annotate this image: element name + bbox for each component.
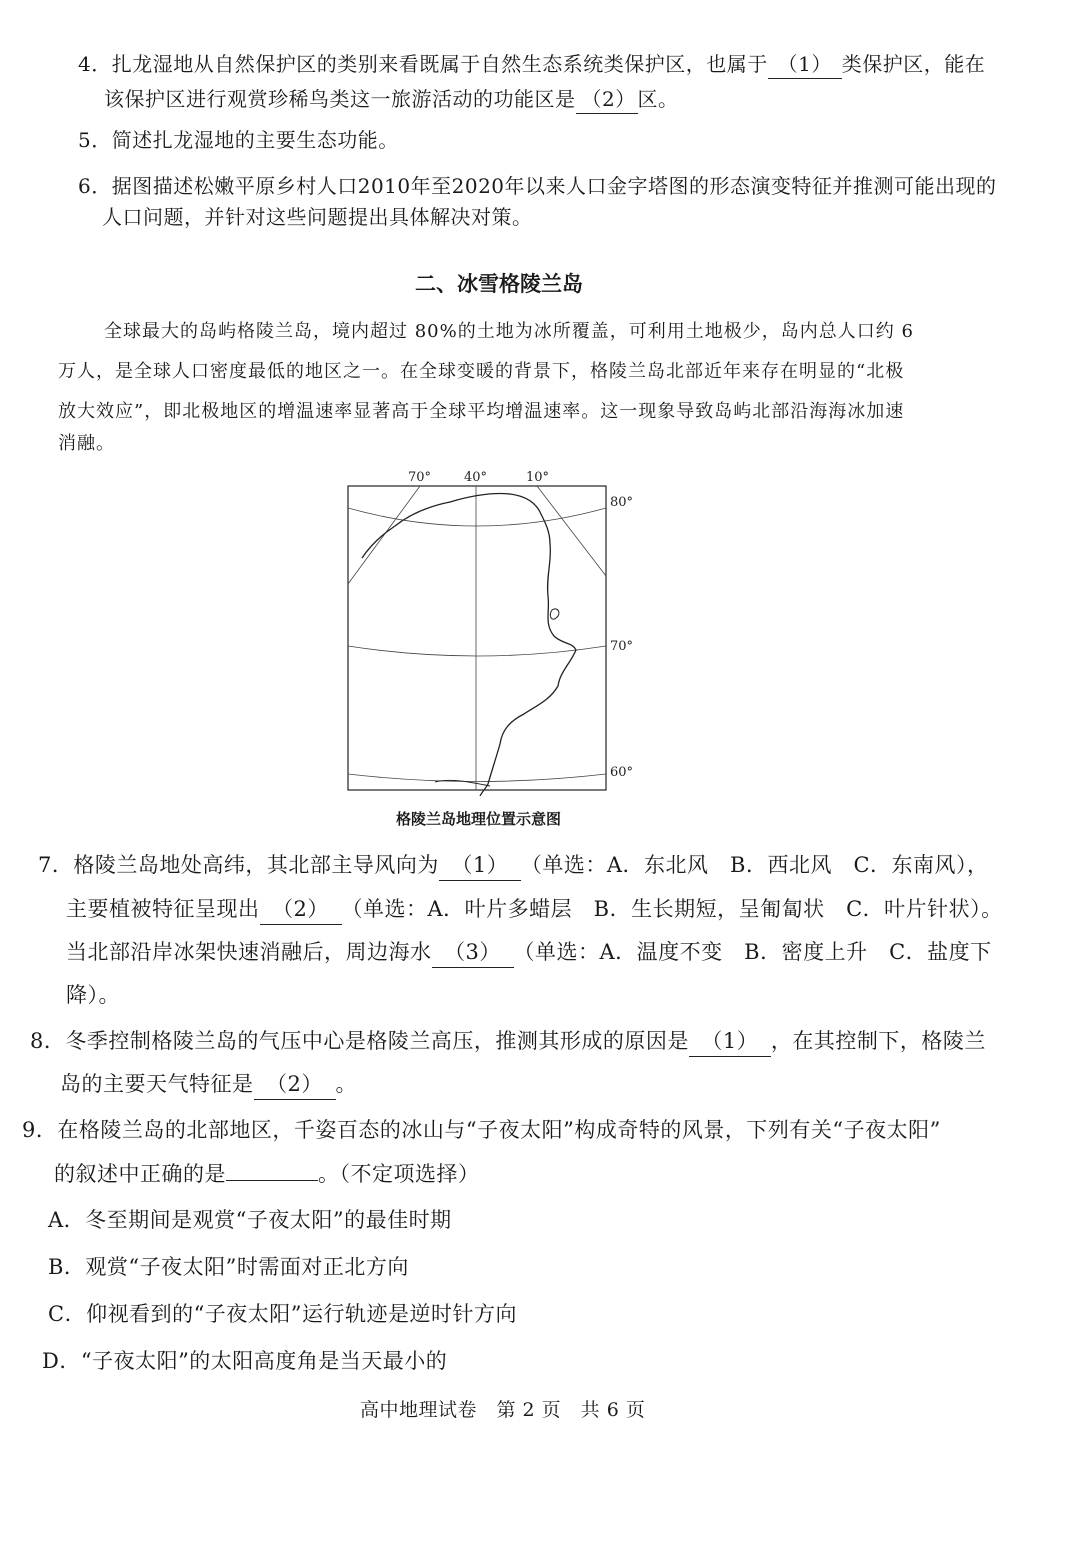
intro-line-2: 万人，是全球人口密度最低的地区之一。在全球变暖的背景下，格陵兰岛北部近年来存在明显的“北极 bbox=[58, 361, 905, 382]
q8-text-2: 岛的主要天气特征是 bbox=[60, 1072, 254, 1096]
q9-line1: 9．在格陵兰岛的北部地区，千姿百态的冰山与“子夜太阳”构成奇特的风景，下列有关“子夜太阳” bbox=[22, 1118, 941, 1142]
lat-label-60: 60° bbox=[610, 765, 634, 780]
lon-label-10: 10° bbox=[526, 470, 550, 485]
intro-line-1: 全球最大的岛屿格陵兰岛，境内超过 80%的土地为冰所覆盖，可利用土地极少，岛内总人口约 6 bbox=[104, 321, 914, 342]
q9-text-2-post: 。（不定项选择） bbox=[318, 1162, 480, 1186]
q4-line2 bbox=[104, 85, 679, 114]
lat-label-80: 80° bbox=[610, 495, 634, 510]
greenland-coastline bbox=[362, 493, 576, 796]
q7-line2 bbox=[66, 894, 1003, 925]
q8-text-2-post: 。 bbox=[335, 1072, 357, 1096]
q7-options-2: （单选：A．叶片多蜡层 B．生长期短，呈匍匐状 C．叶片针状）。 bbox=[341, 897, 1003, 921]
q7-text-3: 当北部沿岸冰架快速消融后，周边海水 bbox=[66, 940, 432, 964]
meridian-70 bbox=[348, 486, 420, 584]
parallel-70 bbox=[348, 646, 606, 656]
greenland-map bbox=[340, 466, 640, 796]
q7-text-2: 主要植被特征呈现出 bbox=[66, 897, 260, 921]
q4-line1 bbox=[78, 50, 985, 79]
q7-line3 bbox=[66, 937, 992, 968]
q7-blank-2[interactable]: （2） bbox=[260, 894, 342, 925]
q7-line1 bbox=[38, 850, 989, 881]
q9-blank[interactable] bbox=[226, 1180, 318, 1181]
intro-line-4: 消融。 bbox=[58, 433, 115, 454]
q4-text-2: 该保护区进行观赏珍稀鸟类这一旅游活动的功能区是 bbox=[104, 87, 576, 111]
intro-line-3: 放大效应”，即北极地区的增温速率显著高于全球平均增温速率。这一现象导致岛屿北部沿海海冰加速 bbox=[58, 401, 905, 422]
q9-option-a[interactable]: A．冬至期间是观赏“子夜太阳”的最佳时期 bbox=[48, 1208, 452, 1232]
q7-text-1: 7．格陵兰岛地处高纬，其北部主导风向为 bbox=[38, 853, 439, 877]
parallel-80 bbox=[348, 508, 606, 526]
q9-option-d[interactable]: D．“子夜太阳”的太阳高度角是当天最小的 bbox=[42, 1349, 448, 1373]
q5-text: 5．简述扎龙湿地的主要生态功能。 bbox=[78, 128, 399, 152]
parallel-60 bbox=[348, 774, 606, 782]
q7-blank-3[interactable]: （3） bbox=[432, 937, 514, 968]
q9-line2 bbox=[54, 1159, 480, 1189]
q4-text: 4．扎龙湿地从自然保护区的类别来看既属于自然生态系统类保护区，也属于 bbox=[78, 52, 768, 76]
q8-line1 bbox=[30, 1026, 986, 1057]
lat-label-70: 70° bbox=[610, 639, 634, 654]
q9-option-b[interactable]: B．观赏“子夜太阳”时需面对正北方向 bbox=[48, 1255, 409, 1279]
section-title: 二、冰雪格陵兰岛 bbox=[415, 272, 583, 296]
meridian-10 bbox=[537, 486, 606, 576]
q7-options-1: （单选：A．东北风 B．西北风 C．东南风）， bbox=[520, 853, 989, 877]
q6-line1: 6．据图描述松嫩平原乡村人口2010年至2020年以来人口金字塔图的形态演变特征并推测可能出现的 bbox=[78, 174, 997, 198]
q8-text-1: 8．冬季控制格陵兰岛的气压中心是格陵兰高压，推测其形成的原因是 bbox=[30, 1029, 689, 1053]
map-caption: 格陵兰岛地理位置示意图 bbox=[396, 810, 562, 828]
q8-blank-2[interactable]: （2） bbox=[254, 1069, 336, 1100]
q9-text-2: 的叙述中正确的是 bbox=[54, 1162, 226, 1186]
q7-options-3: （单选：A．温度不变 B．密度上升 C．盐度下 bbox=[513, 940, 992, 964]
q7-blank-1[interactable]: （1） bbox=[439, 850, 521, 881]
q4-blank-1[interactable]: （1） bbox=[768, 50, 842, 79]
q7-line4: 降）。 bbox=[66, 983, 120, 1007]
q4-text-post: 类保护区，能在 bbox=[841, 52, 986, 76]
q8-text-1-post: ，在其控制下，格陵兰 bbox=[770, 1029, 986, 1053]
lon-label-40: 40° bbox=[464, 470, 488, 485]
q8-blank-1[interactable]: （1） bbox=[689, 1026, 771, 1057]
q8-line2 bbox=[60, 1069, 357, 1100]
q6-line2: 人口问题，并针对这些问题提出具体解决对策。 bbox=[102, 205, 533, 229]
q4-blank-2[interactable]: （2） bbox=[576, 85, 638, 114]
page-footer: 高中地理试卷 第 2 页 共 6 页 bbox=[360, 1399, 646, 1421]
q4-text-2-post: 区。 bbox=[637, 87, 679, 111]
lon-label-70: 70° bbox=[408, 470, 432, 485]
q9-option-c[interactable]: C．仰视看到的“子夜太阳”运行轨迹是逆时针方向 bbox=[48, 1302, 518, 1326]
island-east bbox=[550, 609, 559, 619]
